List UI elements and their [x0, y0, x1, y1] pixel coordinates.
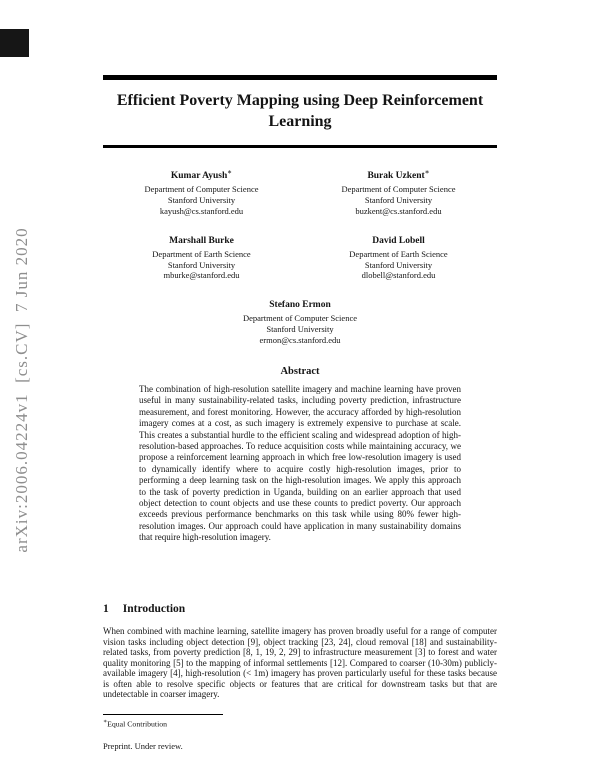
author-name	[103, 297, 497, 310]
author-block	[300, 167, 497, 217]
author-email: ermon@cs.stanford.edu	[259, 334, 341, 345]
author-department: Department of Earth Science	[349, 248, 448, 259]
author-affiliation: Stanford University	[364, 194, 433, 205]
equal-contribution-mark: ∗	[424, 168, 430, 176]
footnote-text: Equal Contribution	[107, 719, 168, 729]
author-block	[103, 167, 300, 217]
paper-title: Efficient Poverty Mapping using Deep Reinforcement Learning	[116, 92, 484, 130]
title-rule-top	[103, 75, 497, 80]
author-name	[300, 167, 497, 181]
author-list	[103, 167, 497, 362]
author-name-text: Kumar Ayush	[170, 171, 228, 182]
author-department: Department of Computer Science	[341, 184, 456, 195]
author-name-text: David Lobell	[372, 235, 425, 246]
author-name-text: Stefano Ermon	[269, 300, 331, 311]
author-name	[300, 233, 497, 246]
author-row	[103, 297, 497, 346]
author-affiliation: Stanford University	[167, 194, 236, 205]
section-number: 1	[103, 603, 109, 615]
abstract-heading: Abstract	[280, 366, 320, 377]
corner-mark	[0, 29, 29, 57]
author-block	[300, 233, 497, 282]
author-block	[103, 297, 497, 346]
author-name	[103, 233, 300, 246]
author-name-text: Marshall Burke	[169, 235, 234, 246]
footnote-mark: ∗	[103, 719, 108, 725]
section-heading-introduction	[103, 603, 185, 615]
author-email: kayush@cs.stanford.edu	[159, 205, 244, 216]
footnote-rule	[103, 714, 223, 715]
author-affiliation: Stanford University	[167, 259, 236, 270]
author-email: buzkent@cs.stanford.edu	[355, 205, 442, 216]
author-row	[103, 167, 497, 217]
author-name	[103, 167, 300, 181]
author-block	[103, 233, 300, 282]
paper-content	[103, 0, 497, 776]
author-email: dlobell@stanford.edu	[361, 270, 436, 281]
arxiv-watermark: arXiv:2006.04224v1 [cs.CV] 7 Jun 2020	[12, 227, 31, 553]
author-email: mburke@stanford.edu	[163, 270, 240, 281]
author-department: Department of Computer Science	[144, 184, 259, 195]
section-title: Introduction	[122, 603, 186, 615]
author-affiliation: Stanford University	[364, 259, 433, 270]
author-name-text: Burak Uzkent	[367, 171, 425, 182]
author-row	[103, 233, 497, 282]
author-affiliation: Stanford University	[266, 324, 334, 335]
author-department: Department of Earth Science	[152, 248, 251, 259]
preprint-notice: Preprint. Under review.	[103, 741, 183, 751]
equal-contribution-mark: ∗	[227, 168, 233, 176]
author-department: Department of Computer Science	[242, 313, 357, 324]
equal-contribution-footnote	[103, 718, 167, 729]
abstract-text: The combination of high-resolution satellite imagery and machine learning have proven useful in many sustainability-related tasks, including poverty prediction, infrastructure measurement, and forest monitoring. However, the accuracy afforded by high-resolution imagery comes at a cost, as such imagery is extremely expensive to purchase at scale. This creates a substantial hurdle to the efficient scaling and widespread adoption of high-resolution-based approaches. To reduce acquisition costs while maintaining accuracy, we propose a reinforcement learning approach in which free low-resolution imagery is used to dynamically identify where to acquire costly high-resolution images, prior to performing a deep learning task on the high-resolution images. We apply this approach to the task of poverty prediction in Uganda, building on an earlier approach that used object detection to count objects and use these counts to predict poverty. Our approach exceeds previous performance benchmarks on this task while using 80% fewer high-resolution images. Our approach could have application in many sustainability domains that require high-resolution imagery.	[139, 384, 461, 543]
introduction-paragraph: When combined with machine learning, satellite imagery has proven broadly useful for a range of computer vision tasks including object detection [9], object tracking [23, 24], cloud removal [18] and sustainability-related tasks, from poverty prediction [8, 1, 19, 2, 29] to infrastructure measurement [3] to forest and water quality monitoring [5] to the mapping of informal settlements [12]. Compared to coarser (10-30m) publicly-available imagery [4], high-resolution (< 1m) imagery has proven particularly useful for these tasks because is often able to resolve specific objects or features that are critical for downstream tasks but that are undetectable in coarser imagery.	[103, 626, 497, 699]
title-rule-bottom	[103, 145, 497, 148]
